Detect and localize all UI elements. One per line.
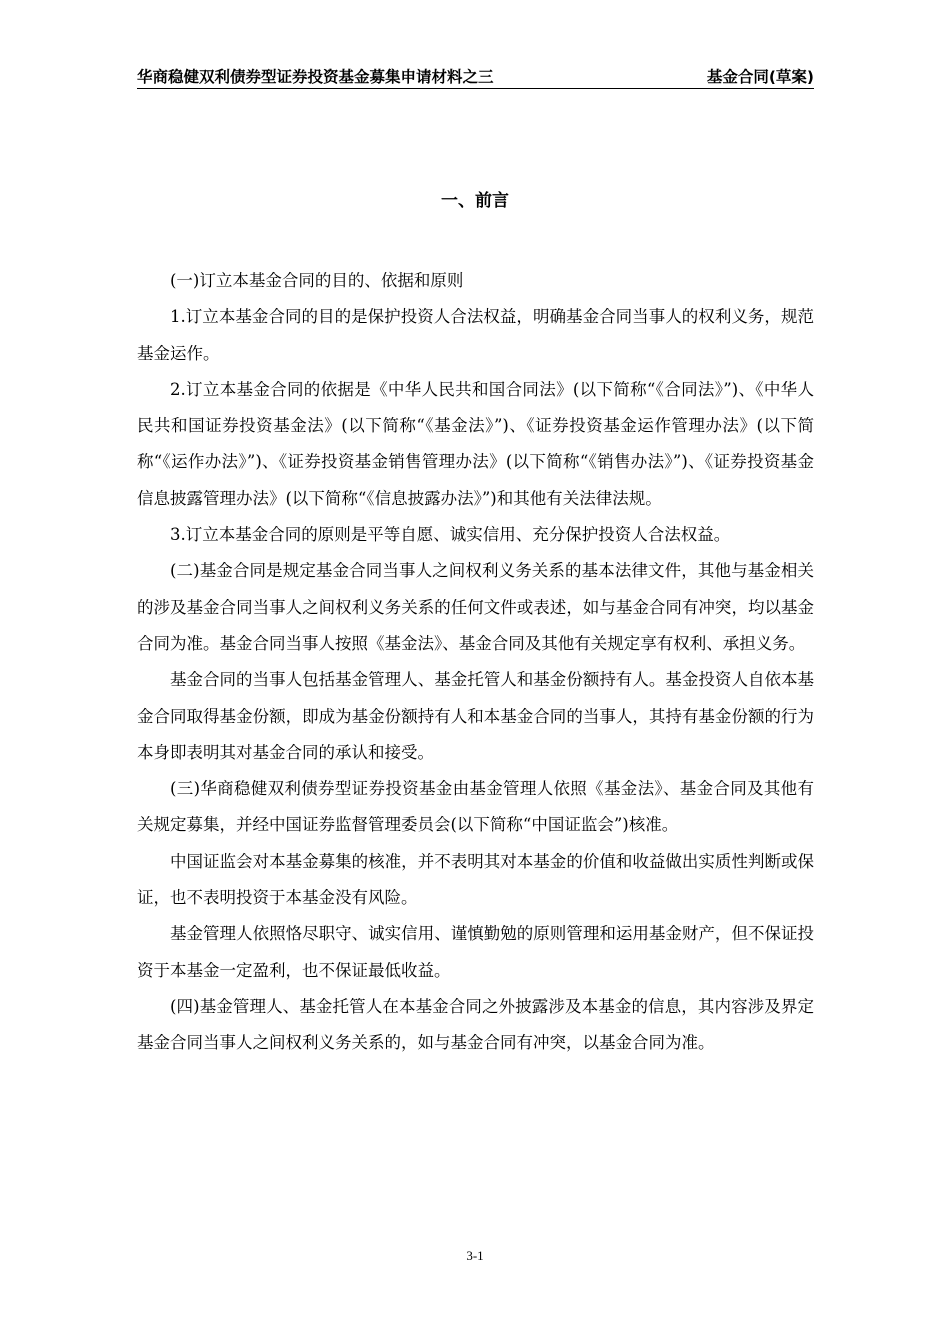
- paragraph: 基金管理人依照恪尽职守、诚实信用、谨慎勤勉的原则管理和运用基金财产，但不保证投资于本基金一定盈利，也不保证最低收益。: [137, 924, 814, 980]
- paragraph: 基金合同的当事人包括基金管理人、基金托管人和基金份额持有人。基金投资人自依本基金合同取得基金份额，即成为基金份额持有人和本基金合同的当事人，其持有基金份额的行为本身即表明其对基金合同的承认和接受。: [137, 670, 814, 762]
- header-section-label: 基金合同(草案): [706, 68, 814, 86]
- paragraph: (三)华商稳健双利债券型证券投资基金由基金管理人依照《基金法》、基金合同及其他有关规定募集，并经中国证券监督管理委员会(以下简称“中国证监会”)核准。: [137, 779, 814, 835]
- paragraph: 2.订立本基金合同的依据是《中华人民共和国合同法》(以下简称“《合同法》”)、《中华人民共和国证券投资基金法》(以下简称“《基金法》”)、《证券投资基金运作管理办法》(以下简称“《运作办法》”)、《证券投资基金销售管理办法》(以下简称“《销售办法》”)、《证券投资基金信息披露管理办法》(以下简称“《信息披露办法》”)和其他有关法律法规。: [137, 379, 814, 508]
- body-text: [137, 263, 814, 1062]
- section-title: 一、前言: [441, 191, 509, 211]
- paragraph: 1.订立本基金合同的目的是保护投资人合法权益，明确基金合同当事人的权利义务，规范基金运作。: [137, 307, 814, 363]
- paragraph: 中国证监会对本基金募集的核准，并不表明其对本基金的价值和收益做出实质性判断或保证，也不表明投资于本基金没有风险。: [137, 851, 814, 908]
- page-header: [137, 64, 814, 89]
- paragraph: 3.订立本基金合同的原则是平等自愿、诚实信用、充分保护投资人合法权益。: [170, 525, 731, 545]
- header-document-title: 华商稳健双利债券型证券投资基金募集申请材料之三: [137, 68, 494, 86]
- paragraph: (一)订立本基金合同的目的、依据和原则: [170, 271, 464, 290]
- paragraph: (四)基金管理人、基金托管人在本基金合同之外披露涉及本基金的信息，其内容涉及界定基金合同当事人之间权利义务关系的，如与基金合同有冲突，以基金合同为准。: [137, 996, 814, 1053]
- paragraph: (二)基金合同是规定基金合同当事人之间权利义务关系的基本法律文件，其他与基金相关的涉及基金合同当事人之间权利义务关系的任何文件或表述，如与基金合同有冲突，均以基金合同为准。基金合同当事人按照《基金法》、基金合同及其他有关规定享有权利、承担义务。: [137, 561, 814, 653]
- page-number: 3-1: [466, 1248, 484, 1263]
